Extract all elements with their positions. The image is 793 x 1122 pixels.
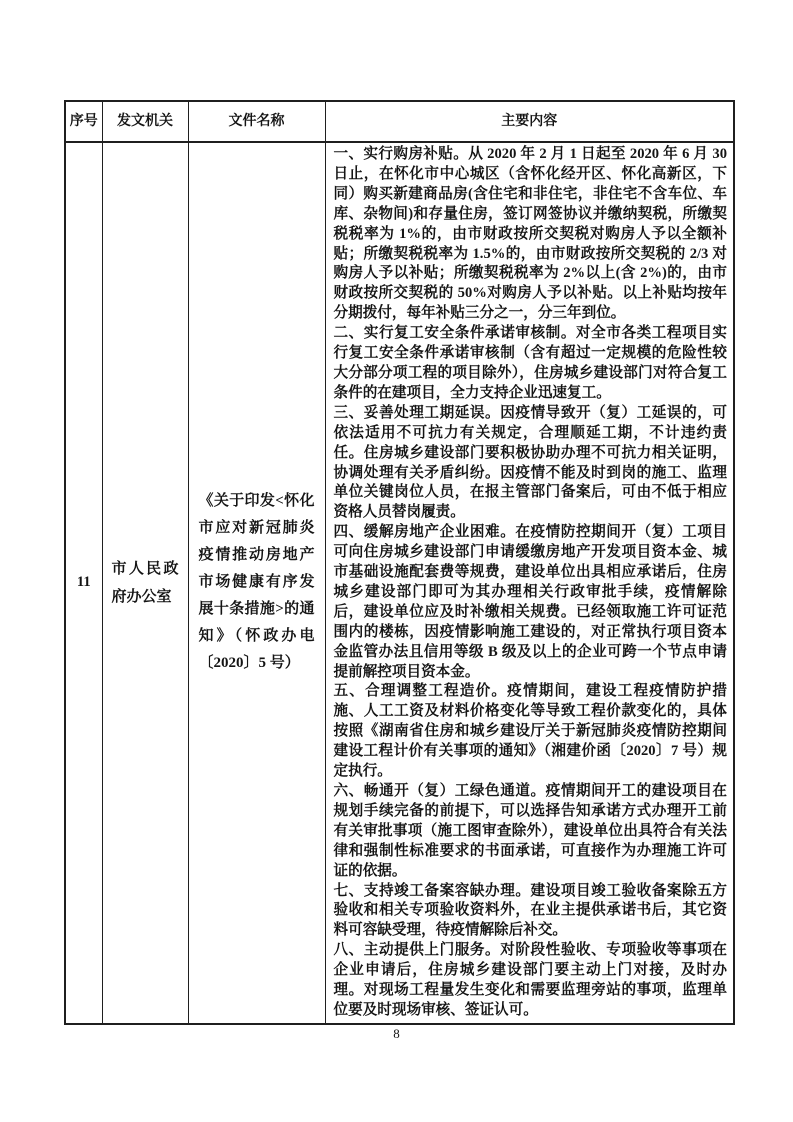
cell-serial-number: 11 bbox=[65, 142, 102, 1024]
cell-document-title: 《关于印发<怀化市应对新冠肺炎疫情推动房地产市场健康有序发展十条措施>的通知》（怀政办电〔2020〕5 号） bbox=[188, 142, 325, 1024]
header-main-content: 主要内容 bbox=[325, 101, 734, 142]
content-paragraph-2: 二、实行复工安全条件承诺审核制。对全市各类工程项目实行复工安全条件承诺审核制（含有超过一定规模的危险性较大分部分项工程的项目除外），住房城乡建设部门对符合复工条件的在建项目，全力支持企业迅速复工。 bbox=[333, 325, 727, 401]
cell-issuing-agency: 市人民政府办公室 bbox=[102, 142, 188, 1024]
header-issuing-agency: 发文机关 bbox=[102, 101, 188, 142]
content-paragraph-3: 三、妥善处理工期延误。因疫情导致开（复）工延误的，可依法适用不可抗力有关规定，合理顺延工期，不计违约责任。住房城乡建设部门要积极协助办理不可抗力相关证明，协调处理有关矛盾纠纷。因疫情不能及时到岗的施工、监理单位关键岗位人员，在报主管部门备案后，可由不低于相应资格人员替岗履责。 bbox=[333, 404, 727, 521]
content-paragraph-8: 八、主动提供上门服务。对阶段性验收、专项验收等事项在企业申请后，住房城乡建设部门要主动上门对接，及时办理。对现场工程量发生变化和需要监理旁站的事项，监理单位要及时现场审核、签证认可。 bbox=[333, 942, 727, 1018]
policy-measures-table bbox=[64, 100, 735, 1025]
content-paragraph-6: 六、畅通开（复）工绿色通道。疫情期间开工的建设项目在规划手续完备的前提下，可以选择告知承诺方式办理开工前有关审批事项（施工图审查除外），建设单位出具符合有关法律和强制性标准要求的书面承诺，可直接作为办理施工许可证的依据。 bbox=[333, 783, 727, 879]
content-paragraph-7: 七、支持竣工备案容缺办理。建设项目竣工验收备案除五方验收和相关专项验收资料外，在业主提供承诺书后，其它资料可容缺受理，待疫情解除后补交。 bbox=[333, 882, 727, 939]
content-paragraph-4: 四、缓解房地产企业困难。在疫情防控期间开（复）工项目可向住房城乡建设部门申请缓缴房地产开发项目资本金、城市基础设施配套费等规费，建设单位出具相应承诺后，住房城乡建设部门即可为其办理相关行政审批手续，疫情解除后，建设单位应及时补缴相关规费。已经领取施工许可证范围内的楼栋，因疫情影响施工建设的，对正常执行项目资本金监管办法且信用等级 B 级及以上的企业可跨一个节点申请提前解控项目资本金。 bbox=[333, 524, 727, 680]
content-paragraph-5: 五、合理调整工程造价。疫情期间，建设工程疫情防护措施、人工工资及材料价格变化等导致工程价款变化的，具体按照《湖南省住房和城乡建设厅关于新冠肺炎疫情防控期间建设工程计价有关事项的通知》（湘建价函〔2020〕7 号）规定执行。 bbox=[333, 683, 727, 780]
header-serial-number: 序号 bbox=[65, 101, 102, 142]
content-paragraph-1: 一、实行购房补贴。从 2020 年 2 月 1 日起至 2020 年 6 月 30 日止，在怀化市中心城区（含怀化经开区、怀化高新区，下同）购买新建商品房(含住宅和非住宅，非住宅不含车位、车库、杂物间)和存量住房，签订网签协议并缴纳契税，所缴契税税率为 1%的，由市财政按所交契税对购房人予以全额补贴；所缴契税税率为 1.5%的，由市财政按所交契税的 2/3 对购房人予以补贴；所缴契税税率为 2%以上(含 2%)的，由市财政按所交契税的 50%对购房人予以补贴。以上补贴均按年分期拨付，每年补贴三分之一，分三年到位。 bbox=[333, 146, 727, 322]
header-document-name: 文件名称 bbox=[188, 101, 325, 142]
cell-main-content bbox=[325, 142, 734, 1024]
table-header-row bbox=[65, 101, 734, 142]
table-row bbox=[65, 142, 734, 1024]
page-number: 8 bbox=[393, 1026, 400, 1041]
